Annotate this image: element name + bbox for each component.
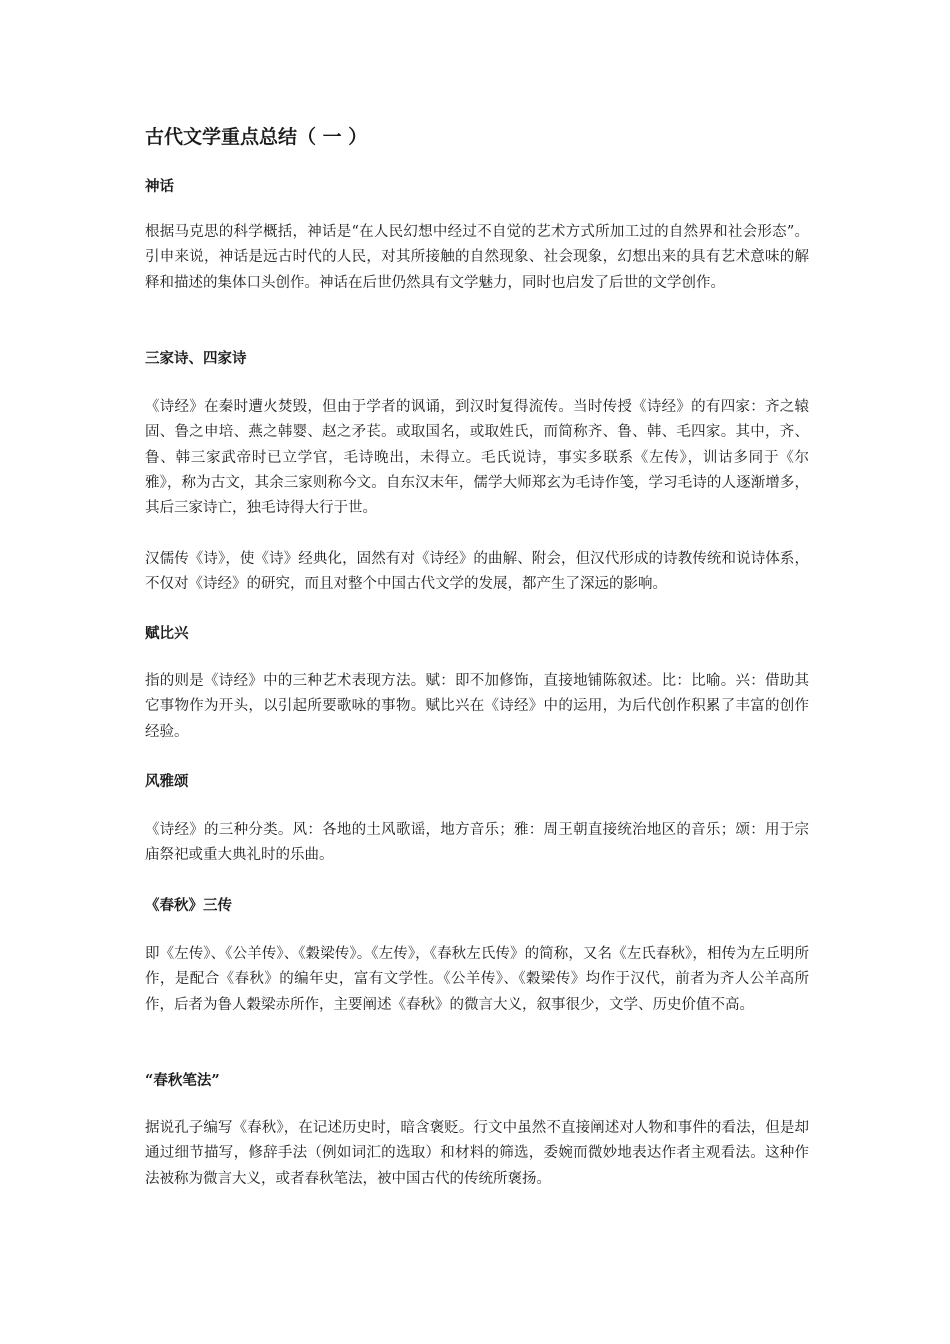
paragraph-fu-bi-xing: 指的则是《诗经》中的三种艺术表现方法。赋：即不加修饰，直接地铺陈叙述。比：比喻。兴：借助其它事物作为开头，以引起所要歌咏的事物。赋比兴在《诗经》中的运用，为后代创作积累了丰富的创作经验。: [145, 673, 809, 740]
document-title: 古代文学重点总结（ 一 ）: [145, 126, 368, 148]
paragraph-feng-ya-song: 《诗经》的三种分类。风：各地的土风歌谣，地方音乐；雅：周王朝直接统治地区的音乐；颂：用于宗庙祭祀或重大典礼时的乐曲。: [145, 822, 809, 864]
section-heading-myth: 神话: [145, 178, 174, 195]
paragraph-myth: 根据马克思的科学概括，神话是“在人民幻想中经过不自觉的艺术方式所加工过的自然界和社会形态”。引申来说，神话是远古时代的人民，对其所接触的自然现象、社会现象，幻想出来的具有艺术意味的解释和描述的集体口头创作。神话在后世仍然具有文学魅力，同时也启发了后世的文学创作。: [145, 224, 809, 291]
section-heading-fu-bi-xing: 赋比兴: [145, 625, 189, 642]
section-heading-feng-ya-song: 风雅颂: [145, 773, 189, 790]
paragraph-three-four-schools-1: 《诗经》在秦时遭火焚毁，但由于学者的讽诵，到汉时复得流传。当时传授《诗经》的有四家：齐之辕固、鲁之申培、燕之韩婴、赵之矛苌。或取国名，或取姓氏，而简称齐、鲁、韩、毛四家。其中，齐、鲁、韩三家武帝时已立学官，毛诗晚出，未得立。毛氏说诗，事实多联系《左传》，训诂多同于《尔雅》，称为古文，其余三家则称今文。自东汉末年，儒学大师郑玄为毛诗作笺，学习毛诗的人逐渐增多，其后三家诗亡，独毛诗得大行于世。: [145, 399, 809, 517]
paragraph-three-four-schools-2: 汉儒传《诗》，使《诗》经典化，固然有对《诗经》的曲解、附会，但汉代形成的诗教传统和说诗体系，不仅对《诗经》的研究，而且对整个中国古代文学的发展，都产生了深远的影响。: [145, 551, 809, 593]
section-heading-three-four-schools: 三家诗、四家诗: [145, 350, 247, 367]
paragraph-three-commentaries: 即《左传》、《公羊传》、《穀梁传》。《左传》，《春秋左氏传》的简称，又名《左氏春秋》，相传为左丘明所作，是配合《春秋》的编年史，富有文学性。《公羊传》、《穀梁传》均作于汉代，前者为齐人公羊高所作，后者为鲁人穀梁赤所作，主要阐述《春秋》的微言大义，叙事很少，文学、历史价值不高。: [145, 946, 809, 1013]
paragraph-chunqiu-style: 据说孔子编写《春秋》，在记述历史时，暗含褒贬。行文中虽然不直接阐述对人物和事件的看法，但是却通过细节描写，修辞手法（例如词汇的选取）和材料的筛选，委婉而微妙地表达作者主观看法。这种作法被称为微言大义，或者春秋笔法，被中国古代的传统所褒扬。: [145, 1120, 809, 1187]
section-heading-chunqiu-style: “春秋笔法”: [145, 1072, 220, 1089]
section-heading-three-commentaries: 《春秋》三传: [145, 897, 232, 914]
